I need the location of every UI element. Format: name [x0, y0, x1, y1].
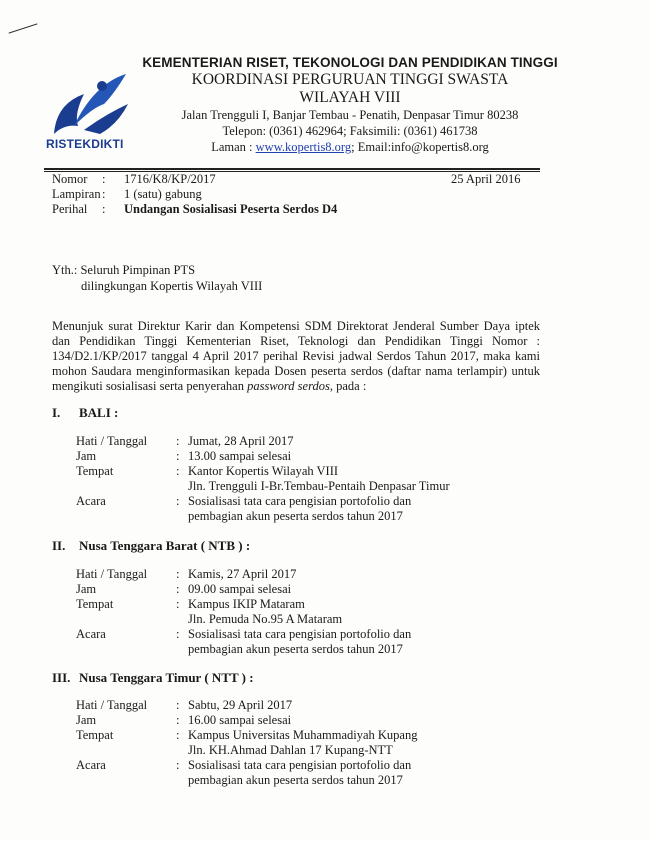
letter-meta	[52, 172, 337, 217]
letter-date: 25 April 2016	[451, 172, 521, 186]
laman-label: Laman :	[211, 140, 256, 154]
section-title-bali: I. BALI :	[52, 405, 119, 420]
section-title-ntb: II. Nusa Tenggara Barat ( NTB ) :	[52, 538, 251, 553]
address: Jalan Trengguli I, Banjar Tembau - Penatih, Denpasar Timur 80238	[181, 108, 519, 122]
recipient-line-2: dilingkungan Kopertis Wilayah VIII	[81, 279, 263, 293]
intro-paragraph: Menunjuk surat Direktur Karir dan Kompetensi SDM Direktorat Jenderal Sumber Daya iptek dan Pendidikan Tinggi Kementerian Riset, Teknologi dan Pendidikan Tinggi Nomor : 134/D2.1/KP/2017 tanggal 4 April 2017 perihal Revisi jadwal Serdos Tahun 2017, maka kami mohon Saudara menginformasikan kepada Dosen peserta serdos (daftar nama terlampir) untuk mengikuti sosialisasi serta penyerahan password serdos, pada :	[52, 319, 540, 393]
section-title-ntt: III. Nusa Tenggara Timur ( NTT ) :	[52, 670, 254, 685]
section-details-bali: Hati / Tanggal : Jumat, 28 April 2017 Jam : 13.00 sampai selesai Tempat : Kantor Kopertis Wilayah VIII Jln. Trengguli I-Br.Tembau-Pentaih Denpasar Timur Acara : Sosialisasi tata cara pengisian portofolio dan pembagian akun peserta serdos tahun 2017	[76, 434, 450, 523]
email: ; Email:info@kopertis8.org	[351, 140, 489, 154]
phone: Telepon: (0361) 462964; Faksimili: (0361) 461738	[222, 124, 478, 138]
recipient-line-1: Yth.: Seluruh Pimpinan PTS	[52, 263, 196, 277]
kopertis-name: KOORDINASI PERGURUAN TINGGI SWASTA	[191, 71, 509, 88]
ministry-name: KEMENTERIAN RISET, TEKONOLOGI DAN PENDIDIKAN TINGGI	[142, 55, 558, 70]
section-details-ntb: Hati / Tanggal : Kamis, 27 April 2017 Jam : 09.00 sampai selesai Tempat : Kampus IKIP Mataram Jln. Pemuda No.95 A Mataram Acara : Sosialisasi tata cara pengisian portofolio dan pembagian akun peserta serdos tahun 2017	[76, 567, 412, 656]
logo-text: RISTEKDIKTI	[46, 137, 124, 151]
meta-lampiran: Lampiran : 1 (satu) gabung	[52, 187, 202, 201]
region-name: WILAYAH VIII	[299, 89, 401, 106]
letterhead	[140, 54, 560, 155]
header-rule	[44, 168, 540, 170]
website-link[interactable]: www.kopertis8.org	[255, 140, 352, 154]
recipient	[52, 262, 262, 294]
web-line	[140, 139, 560, 155]
meta-perihal: Perihal : Undangan Sosialisasi Peserta Serdos D4	[52, 202, 338, 216]
meta-nomor: Nomor : 1716/K8/KP/2017	[52, 172, 216, 186]
section-details-ntt: Hati / Tanggal : Sabtu, 29 April 2017 Jam : 16.00 sampai selesai Tempat : Kampus Universitas Muhammadiyah Kupang Jln. KH.Ahmad Dahlan 17 Kupang-NTT Acara : Sosialisasi tata cara pengisian portofolio dan pembagian akun peserta serdos tahun 2017	[76, 698, 418, 787]
pen-mark	[9, 23, 38, 33]
